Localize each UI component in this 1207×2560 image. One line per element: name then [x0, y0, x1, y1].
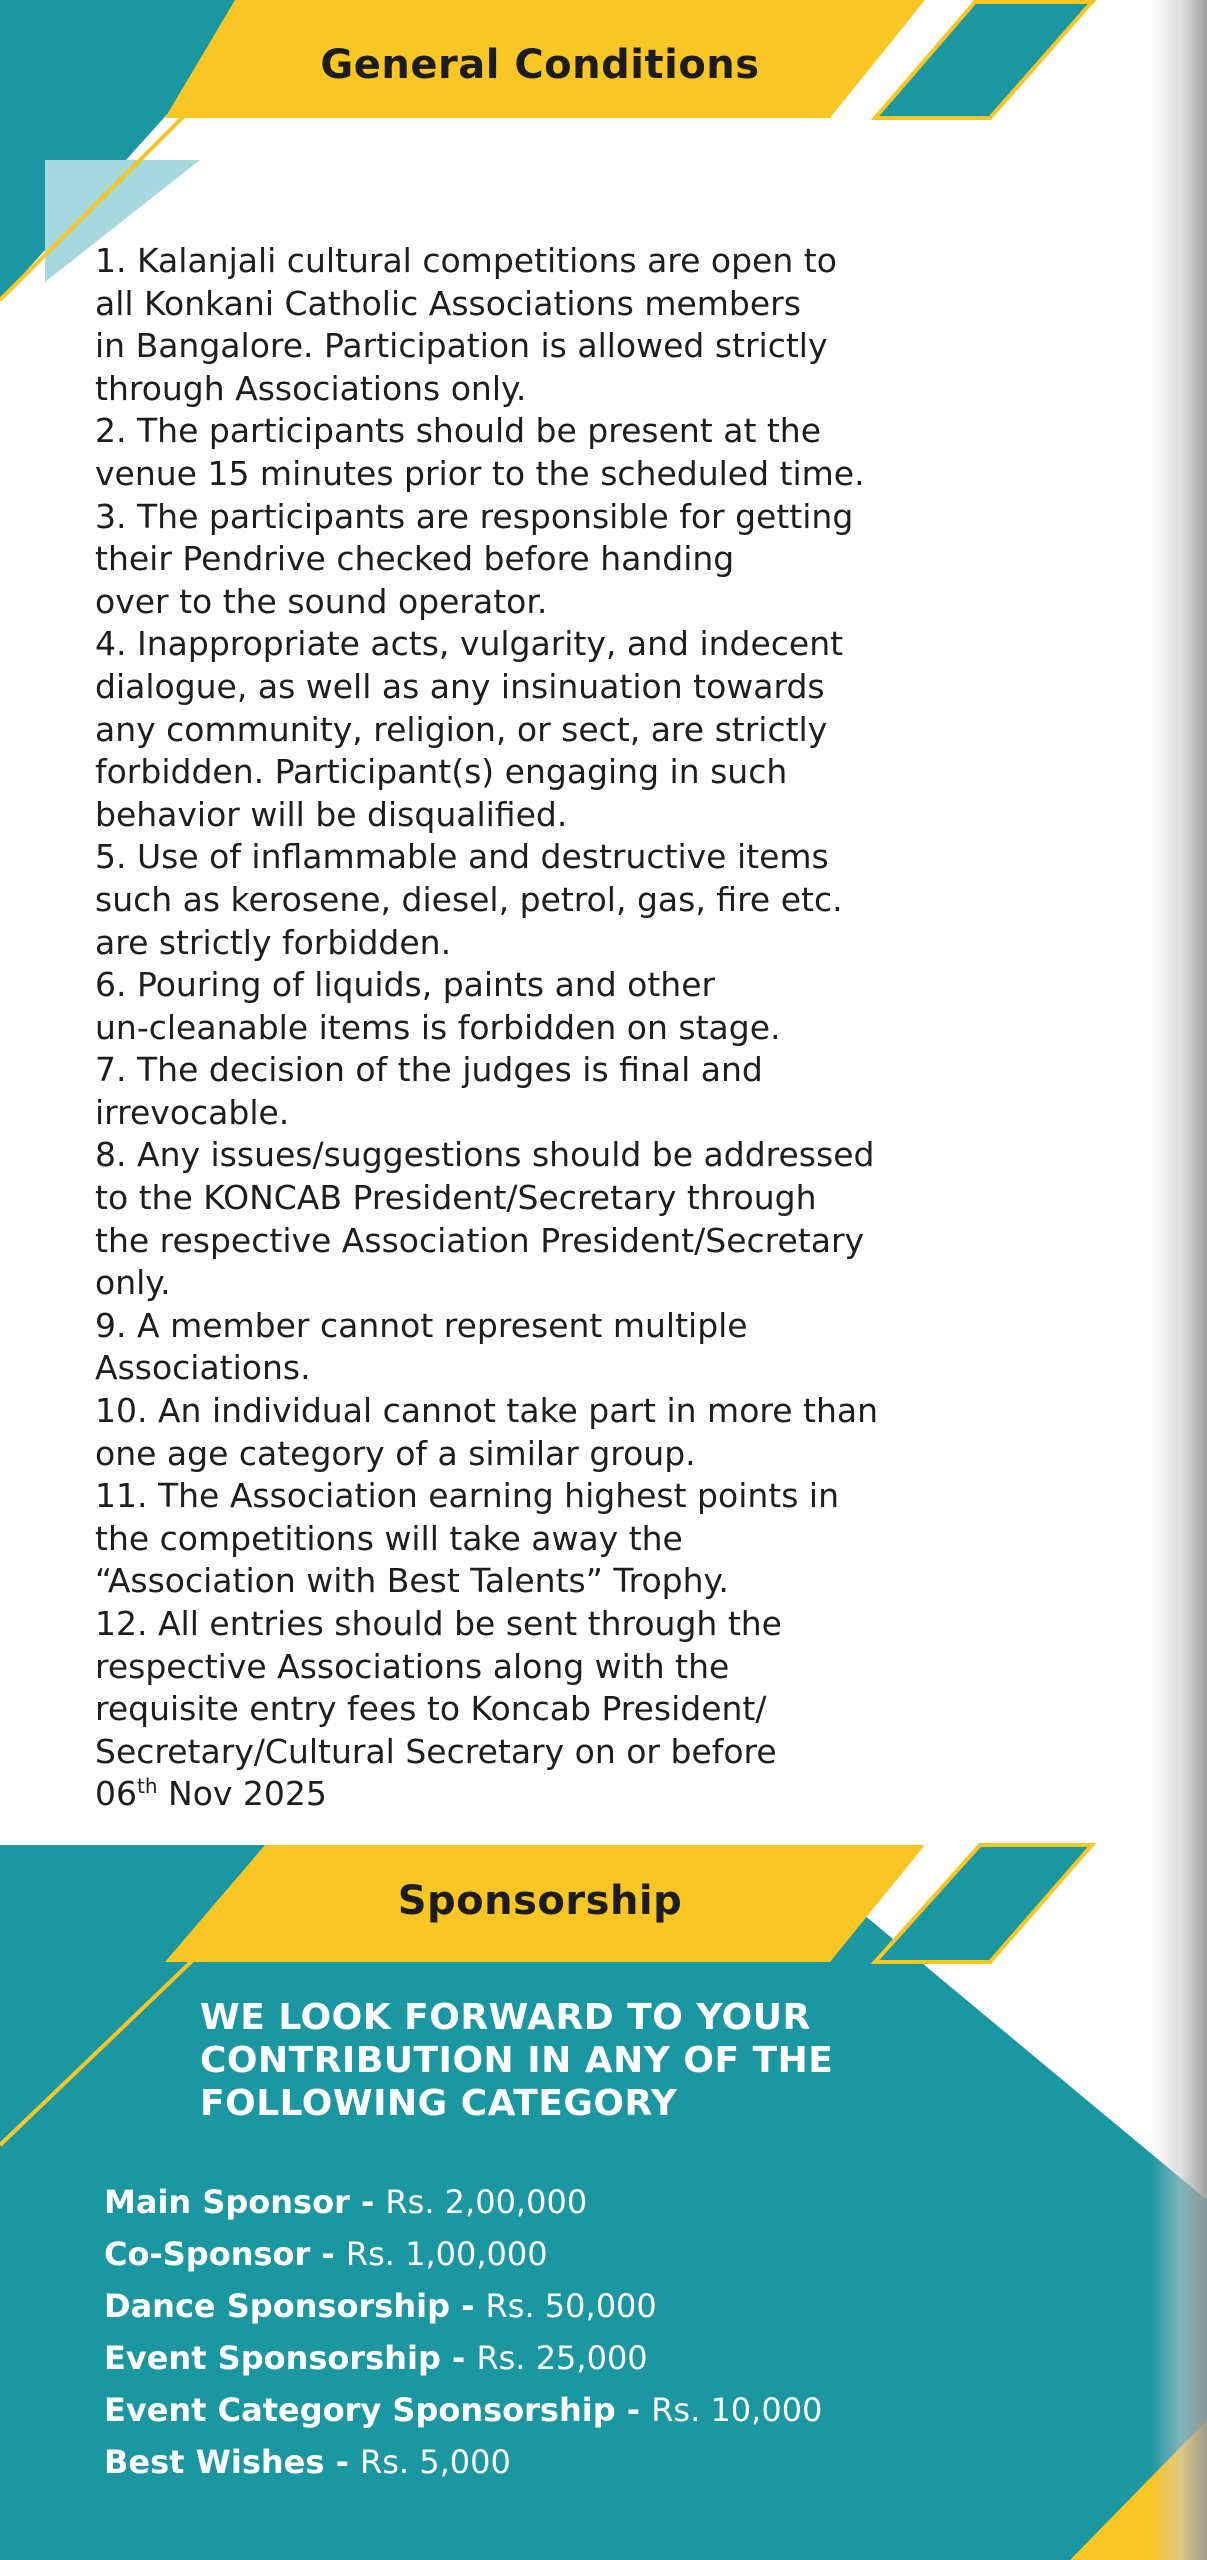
tier-name: Best Wishes — [104, 2443, 325, 2481]
sponsorship-intro — [200, 1996, 1040, 2125]
condition-item: 6. Pouring of liquids, paints and other un-cleanable items is forbidden on stage. — [95, 965, 781, 1047]
page-edge-shadow — [1150, 0, 1207, 2560]
conditions-list — [95, 240, 1155, 1816]
tier-name: Main Sponsor — [104, 2183, 350, 2221]
sponsor-tier: Event Category Sponsorship - Rs. 10,000 — [104, 2391, 823, 2429]
intro-line: WE LOOK FORWARD TO YOUR — [200, 1997, 811, 2038]
tier-amount: Rs. 1,00,000 — [345, 2235, 548, 2273]
condition-item: 8. Any issues/suggestions should be addressed to the KONCAB President/Secretary through the respective Association President/Secretary only. — [95, 1135, 875, 1303]
tier-amount: Rs. 10,000 — [651, 2391, 823, 2429]
tier-name: Dance Sponsorship — [104, 2287, 450, 2325]
sponsor-tier: Main Sponsor - Rs. 2,00,000 — [104, 2183, 588, 2221]
condition-item: 4. Inappropriate acts, vulgarity, and indecent dialogue, as well as any insinuation towards any community, religion, or sect, are strictly forbidden. Participant(s) engaging in such behavior will be disqualified. — [95, 624, 844, 834]
condition-item: 5. Use of inflammable and destructive items such as kerosene, diesel, petrol, gas, fire etc. are strictly forbidden. — [95, 837, 843, 962]
condition-item: 7. The decision of the judges is final and irrevocable. — [95, 1050, 763, 1132]
sponsor-tier: Best Wishes - Rs. 5,000 — [104, 2443, 511, 2481]
general-conditions-title: General Conditions — [320, 42, 760, 88]
condition-item: 9. A member cannot represent multiple Associations. — [95, 1305, 748, 1388]
condition-item: 12. All entries should be sent through the respective Associations along with the requisite entry fees to Koncab President/ Secretary/Cultural Secretary on or before 06th Nov 2025 — [95, 1604, 782, 1814]
tier-name: Event Category Sponsorship — [104, 2391, 616, 2429]
tier-name: Event Sponsorship — [104, 2339, 441, 2377]
sponsorship-tiers — [104, 2176, 1104, 2488]
condition-item: 10. An individual cannot take part in more than one age category of a similar group. — [95, 1391, 879, 1473]
condition-item: 1. Kalanjali cultural competitions are open to all Konkani Catholic Associations members in Bangalore. Participation is allowed strictly through Associations only. — [95, 241, 837, 408]
tier-name: Co-Sponsor — [104, 2235, 311, 2273]
sponsor-tier: Dance Sponsorship - Rs. 50,000 — [104, 2287, 657, 2325]
intro-line: FOLLOWING CATEGORY — [200, 2083, 678, 2124]
condition-item: 11. The Association earning highest points in the competitions will take away the “Association with Best Talents” Trophy. — [95, 1476, 839, 1601]
tier-amount: Rs. 5,000 — [359, 2443, 511, 2481]
tier-amount: Rs. 25,000 — [476, 2339, 648, 2377]
sponsor-tier: Co-Sponsor - Rs. 1,00,000 — [104, 2235, 548, 2273]
condition-item: 3. The participants are responsible for getting their Pendrive checked before handing over to the sound operator. — [95, 496, 854, 621]
condition-item: 2. The participants should be present at the venue 15 minutes prior to the scheduled time. — [95, 411, 865, 493]
deadline-date: 06th Nov 2025 — [95, 1774, 327, 1814]
sponsor-tier: Event Sponsorship - Rs. 25,000 — [104, 2339, 648, 2377]
tier-amount: Rs. 2,00,000 — [385, 2183, 588, 2221]
tier-amount: Rs. 50,000 — [485, 2287, 657, 2325]
intro-line: CONTRIBUTION IN ANY OF THE — [200, 2040, 834, 2081]
sponsorship-title: Sponsorship — [397, 1878, 683, 1924]
